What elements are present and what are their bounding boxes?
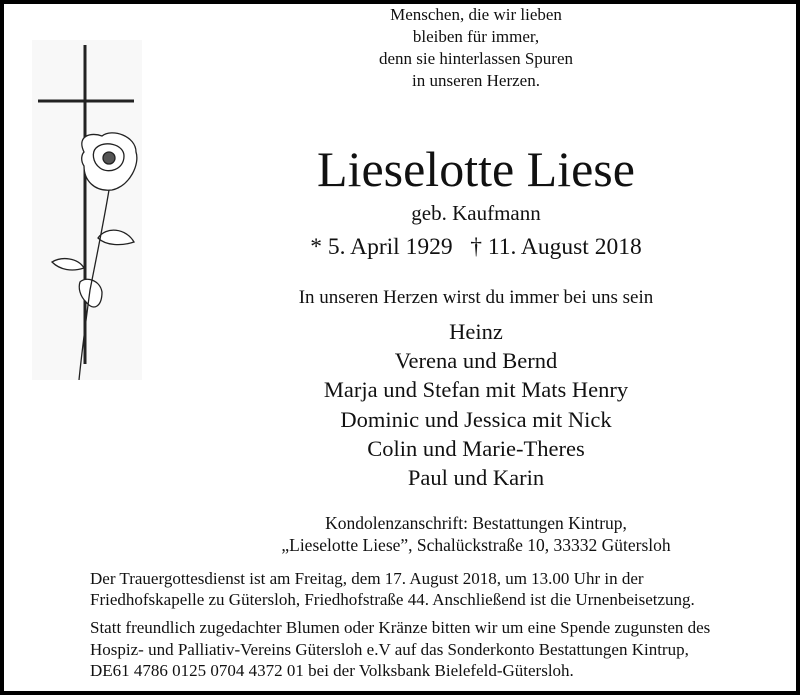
donation-info: DE61 4786 0125 0704 4372 01 bei der Volksbank Bielefeld-Gütersloh. bbox=[90, 661, 574, 680]
life-dates: * 5. April 1929 † 11. August 2018 bbox=[310, 234, 642, 260]
family-member: Verena und Bernd bbox=[394, 348, 558, 373]
poem-line: denn sie hinterlassen Spuren bbox=[378, 49, 574, 68]
donation-info: Hospiz- und Palliativ-Vereins Gütersloh e.V auf das Sonderkonto Bestattungen Kintrup, bbox=[90, 640, 689, 659]
cross-rose-icon bbox=[32, 40, 152, 380]
donation-info: Statt freundlich zugedachter Blumen oder Kränze bitten wir um eine Spende zugunsten des bbox=[90, 618, 711, 637]
family-member: Heinz bbox=[449, 319, 503, 344]
service-info: Friedhofskapelle zu Gütersloh, Friedhofstraße 44. Anschließend ist die Urnenbeisetzung. bbox=[90, 590, 695, 609]
family-member: Dominic und Jessica mit Nick bbox=[340, 407, 612, 432]
obituary-notice bbox=[4, 4, 796, 691]
poem-line: Menschen, die wir lieben bbox=[390, 5, 562, 24]
poem-line: bleiben für immer, bbox=[412, 27, 540, 46]
family-member: Marja und Stefan mit Mats Henry bbox=[323, 377, 629, 402]
condolence-address: „Lieselotte Liese”, Schalückstraße 10, 33332 Gütersloh bbox=[281, 535, 671, 555]
family-member: Colin und Marie-Theres bbox=[367, 436, 585, 461]
birth-name: geb. Kaufmann bbox=[411, 201, 541, 225]
service-info: Der Trauergottesdienst ist am Freitag, dem 17. August 2018, um 13.00 Uhr in der bbox=[90, 569, 644, 588]
family-member: Paul und Karin bbox=[407, 465, 545, 490]
poem-line: in unseren Herzen. bbox=[412, 71, 540, 90]
motto: In unseren Herzen wirst du immer bei uns sein bbox=[298, 287, 654, 308]
condolence-address: Kondolenzanschrift: Bestattungen Kintrup, bbox=[325, 513, 627, 533]
deceased-name: Lieselotte Liese bbox=[317, 141, 635, 197]
